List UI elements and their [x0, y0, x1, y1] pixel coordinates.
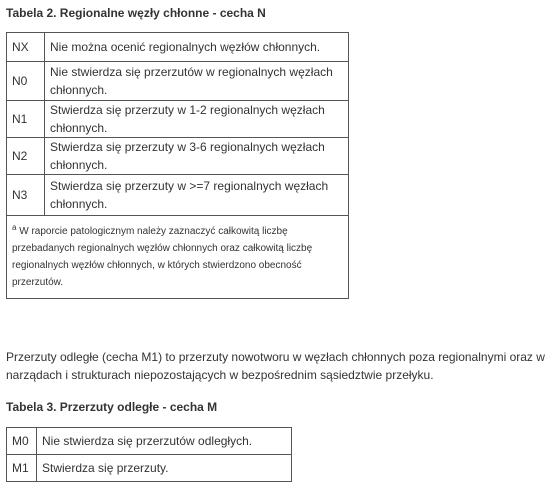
- footnote-marker: a: [12, 223, 17, 232]
- distant-metastasis-paragraph: Przerzuty odległe (cecha M1) to przerzuty nowotworu w węzłach chłonnych poza regionalnymi oraz w narządach i strukturach niepozostających w bezpośrednim sąsiedztwie przełyku.: [6, 350, 545, 382]
- table-row: [7, 33, 349, 62]
- table-row: [7, 101, 349, 138]
- stage-description: Nie stwierdza się przerzutów w regionalnych węzłach chłonnych.: [45, 62, 349, 101]
- stage-description: Stwierdza się przerzuty w 3-6 regionalnych węzłach chłonnych.: [45, 138, 349, 175]
- stage-description: Stwierdza się przerzuty w 1-2 regionalnych węzłach chłonnych.: [45, 101, 349, 138]
- table-row: [7, 62, 349, 101]
- stage-description: Nie można ocenić regionalnych węzłów chłonnych.: [45, 33, 349, 62]
- footnote-text: W raporcie patologicznym należy zaznaczyć całkowitą liczbę przebadanych regionalnych węzłów chłonnych oraz całkowitą liczbę regionalnych węzłów chłonnych, w których stwierdzono obecność przerzutów.: [12, 226, 313, 288]
- table-row: [7, 175, 349, 216]
- stage-description: Stwierdza się przerzuty w >=7 regionalnych węzłach chłonnych.: [45, 175, 349, 216]
- table-row: [7, 138, 349, 175]
- table-row: [7, 455, 292, 482]
- stage-code: N2: [7, 138, 45, 175]
- table-3-title: Tabela 3. Przerzuty odległe - cecha M: [6, 400, 218, 414]
- stage-code: M0: [7, 428, 37, 455]
- table-regional-lymph-nodes: [6, 32, 349, 299]
- stage-code: N1: [7, 101, 45, 138]
- stage-code: N0: [7, 62, 45, 101]
- table-2-title: Tabela 2. Regionalne węzły chłonne - cecha N: [6, 6, 266, 20]
- table-distant-metastasis: [6, 427, 292, 482]
- table-footnote: [7, 216, 349, 299]
- stage-description: Stwierdza się przerzuty.: [37, 455, 292, 482]
- table-row: [7, 428, 292, 455]
- stage-code: M1: [7, 455, 37, 482]
- stage-code: NX: [7, 33, 45, 62]
- stage-code: N3: [7, 175, 45, 216]
- table-footnote-row: [7, 216, 349, 299]
- stage-description: Nie stwierdza się przerzutów odległych.: [37, 428, 292, 455]
